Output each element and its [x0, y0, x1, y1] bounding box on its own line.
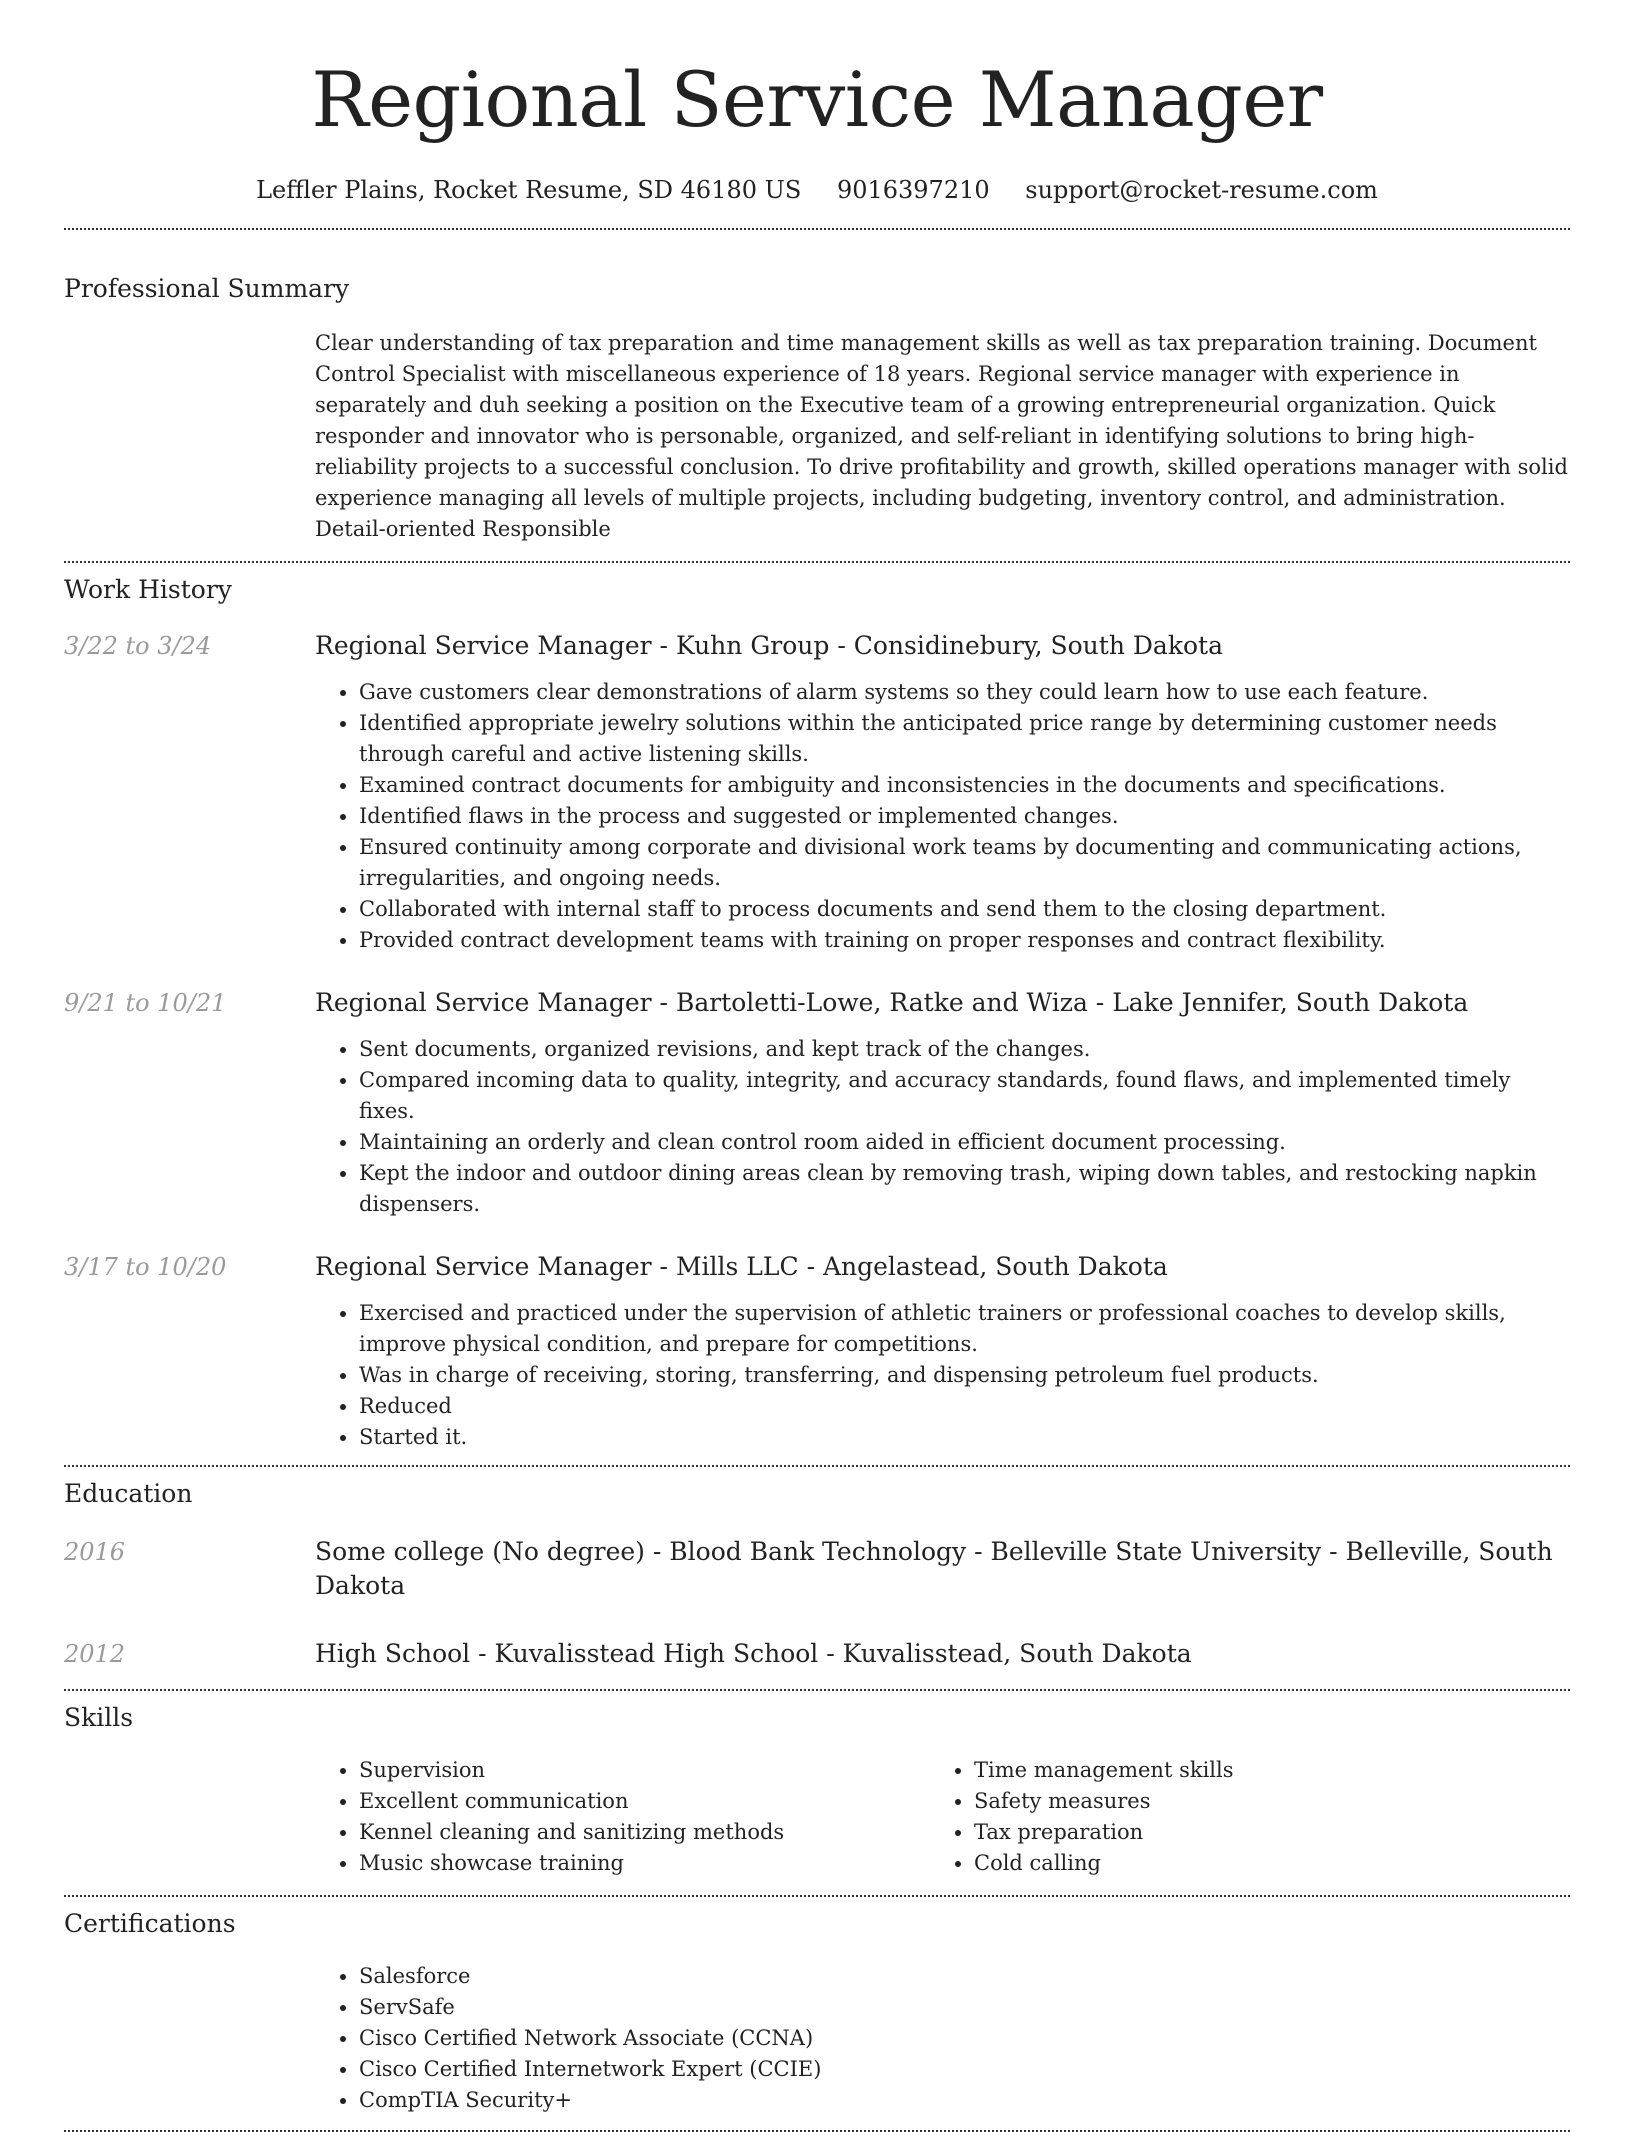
- list-item: • Was in charge of receiving, storing, transferring, and dispensing petroleum fuel products.: [359, 1360, 1570, 1391]
- certifications-list: [315, 1961, 1570, 2116]
- job-entry: [64, 986, 1570, 1220]
- job-entry: [64, 629, 1570, 956]
- list-item: • Exercised and practiced under the supervision of athletic trainers or professional coaches to develop skills, improve physical condition, and prepare for competitions.: [359, 1298, 1570, 1360]
- summary-section: [64, 272, 1570, 545]
- list-item: • Kennel cleaning and sanitizing methods: [359, 1817, 930, 1848]
- section-title-summary: Professional Summary: [64, 274, 350, 303]
- job-date: 3/17 to 10/20: [64, 1253, 227, 1281]
- list-item: • Maintaining an orderly and clean control room aided in efficient document processing.: [359, 1127, 1570, 1158]
- skills-column-left: [315, 1755, 930, 1879]
- list-item: • Examined contract documents for ambiguity and inconsistencies in the documents and specifications.: [359, 770, 1570, 801]
- job-date: 9/21 to 10/21: [64, 989, 227, 1017]
- list-item: • Reduced: [359, 1391, 1570, 1422]
- education-entry: [64, 1637, 1570, 1671]
- list-item: • Provided contract development teams with training on proper responses and contract flexibility.: [359, 925, 1570, 956]
- list-item: • Collaborated with internal staff to process documents and send them to the closing department.: [359, 894, 1570, 925]
- education-heading: Some college (No degree) - Blood Bank Technology - Belleville State University - Belleville, South Dakota: [315, 1537, 1553, 1600]
- job-bullets: [315, 677, 1570, 956]
- list-item: • Safety measures: [974, 1786, 1545, 1817]
- education-entry: [64, 1535, 1570, 1603]
- contact-address: Leffler Plains, Rocket Resume, SD 46180 US: [256, 176, 802, 204]
- job-heading: Regional Service Manager - Bartoletti-Lowe, Ratke and Wiza - Lake Jennifer, South Dakota: [315, 988, 1469, 1017]
- divider: [64, 1895, 1570, 1897]
- skills-list: [315, 1755, 930, 1879]
- education-section: [64, 1477, 1570, 1671]
- job-date: 3/22 to 3/24: [64, 632, 212, 660]
- skills-grid: [315, 1755, 1570, 1879]
- contact-phone: 9016397210: [836, 176, 990, 204]
- list-item: • Excellent communication: [359, 1786, 930, 1817]
- list-item: • Identified appropriate jewelry solutions within the anticipated price range by determining customer needs through careful and active listening skills.: [359, 708, 1570, 770]
- divider: [64, 561, 1570, 563]
- list-item: • Identified flaws in the process and suggested or implemented changes.: [359, 801, 1570, 832]
- education-heading: High School - Kuvalisstead High School - Kuvalisstead, South Dakota: [315, 1639, 1192, 1668]
- section-title-skills: Skills: [64, 1703, 134, 1732]
- list-item: • Compared incoming data to quality, integrity, and accuracy standards, found flaws, and implemented timely fixes.: [359, 1065, 1570, 1127]
- job-bullets: [315, 1034, 1570, 1220]
- skills-section: [64, 1701, 1570, 1879]
- list-item: • Gave customers clear demonstrations of alarm systems so they could learn how to use each feature.: [359, 677, 1570, 708]
- resume-title: Regional Service Manager: [311, 55, 1323, 144]
- contact-line: [64, 172, 1570, 208]
- list-item: • Cisco Certified Internetwork Expert (CCIE): [359, 2054, 1570, 2085]
- list-item: • Started it.: [359, 1422, 1570, 1453]
- divider: [64, 1465, 1570, 1467]
- education-date: 2012: [64, 1640, 126, 1668]
- divider: [64, 1689, 1570, 1691]
- job-heading: Regional Service Manager - Mills LLC - Angelastead, South Dakota: [315, 1252, 1168, 1281]
- list-item: • Kept the indoor and outdoor dining areas clean by removing trash, wiping down tables, and restocking napkin dispensers.: [359, 1158, 1570, 1220]
- contact-email: support@rocket-resume.com: [1025, 176, 1378, 204]
- summary-text: Clear understanding of tax preparation and time management skills as well as tax preparation training. Document Control Specialist with miscellaneous experience of 18 years. Regional service manager with experience in separately and duh seeking a position on the Executive team of a growing entrepreneurial organization. Quick responder and innovator who is personable, organized, and self-reliant in identifying solutions to bring high-reliability projects to a successful conclusion. To drive profitability and growth, skilled operations manager with solid experience managing all levels of multiple projects, including budgeting, inventory control, and administration. Detail-oriented Responsible: [315, 331, 1568, 541]
- education-date: 2016: [64, 1538, 126, 1566]
- list-item: • Supervision: [359, 1755, 930, 1786]
- list-item: • Salesforce: [359, 1961, 1570, 1992]
- job-entry: [64, 1250, 1570, 1453]
- section-title-work: Work History: [64, 575, 232, 604]
- resume-page: [64, 0, 1570, 2132]
- list-item: • Tax preparation: [974, 1817, 1545, 1848]
- work-history-section: [64, 573, 1570, 1453]
- list-item: • Cold calling: [974, 1848, 1545, 1879]
- job-heading: Regional Service Manager - Kuhn Group - Considinebury, South Dakota: [315, 631, 1223, 660]
- list-item: • ServSafe: [359, 1992, 1570, 2023]
- certifications-section: [64, 1907, 1570, 2116]
- list-item: • Music showcase training: [359, 1848, 930, 1879]
- list-item: • Cisco Certified Network Associate (CCNA): [359, 2023, 1570, 2054]
- divider: [64, 228, 1570, 230]
- list-item: • Ensured continuity among corporate and divisional work teams by documenting and communicating actions, irregularities, and ongoing needs.: [359, 832, 1570, 894]
- skills-column-right: [930, 1755, 1545, 1879]
- skills-list: [930, 1755, 1545, 1879]
- list-item: • CompTIA Security+: [359, 2085, 1570, 2116]
- list-item: • Sent documents, organized revisions, and kept track of the changes.: [359, 1034, 1570, 1065]
- section-title-certifications: Certifications: [64, 1909, 236, 1938]
- list-item: • Time management skills: [974, 1755, 1545, 1786]
- job-bullets: [315, 1298, 1570, 1453]
- section-title-education: Education: [64, 1479, 193, 1508]
